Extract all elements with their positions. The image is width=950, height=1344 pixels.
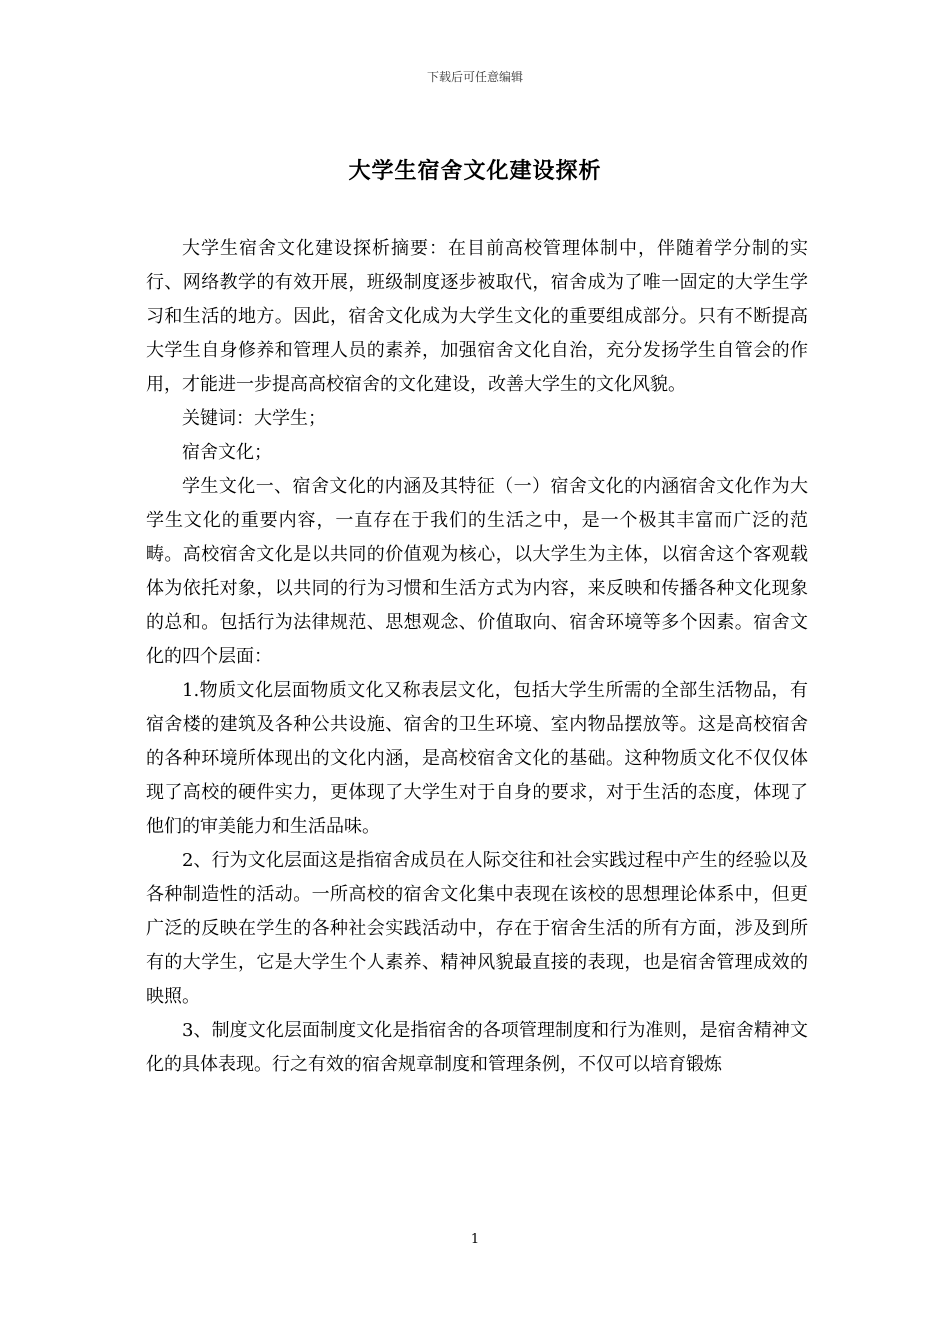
document-title: 大学生宿舍文化建设探析 <box>348 158 602 184</box>
keywords-line-2: 宿舍文化； <box>182 442 272 463</box>
section-intro-paragraph: 学生文化一、宿舍文化的内涵及其特征（一）宿舍文化的内涵宿舍文化作为大学生文化的重要内容，一直存在于我们的生活之中，是一个极其丰富而广泛的范畴。高校宿舍文化是以共同的价值观为核心，以大学生为主体，以宿舍这个客观载体为依托对象，以共同的行为习惯和生活方式为内容，来反映和传播各种文化现象的总和。包括行为法律规范、思想观念、价值取向、宿舍环境等多个因素。宿舍文化的四个层面： <box>146 476 808 667</box>
document-body <box>146 232 808 1082</box>
abstract-paragraph: 大学生宿舍文化建设探析摘要：在目前高校管理体制中，伴随着学分制的实行、网络教学的有效开展，班级制度逐步被取代，宿舍成为了唯一固定的大学生学习和生活的地方。因此，宿舍文化成为大学生文化的重要组成部分。只有不断提高大学生自身修养和管理人员的素养，加强宿舍文化自治，充分发扬学生自管会的作用，才能进一步提高高校宿舍的文化建设，改善大学生的文化风貌。 <box>146 238 808 395</box>
material-culture-paragraph: 1.物质文化层面物质文化又称表层文化，包括大学生所需的全部生活物品，有宿舍楼的建筑及各种公共设施、宿舍的卫生环境、室内物品摆放等。这是高校宿舍的各种环境所体现出的文化内涵，是高校宿舍文化的基础。这种物质文化不仅仅体现了高校的硬件实力，更体现了大学生对于自身的要求，对于生活的态度，体现了他们的审美能力和生活品味。 <box>146 680 808 837</box>
header-note: 下载后可任意编辑 <box>426 70 523 84</box>
page-number: 1 <box>470 1232 480 1247</box>
keywords-line: 关键词：大学生； <box>182 408 326 429</box>
behavior-culture-paragraph: 2、行为文化层面这是指宿舍成员在人际交往和社会实践过程中产生的经验以及各种制造性的活动。一所高校的宿舍文化集中表现在该校的思想理论体系中，但更广泛的反映在学生的各种社会实践活动中，存在于宿舍生活的所有方面，涉及到所有的大学生，它是大学生个人素养、精神风貌最直接的表现，也是宿舍管理成效的映照。 <box>146 850 808 1007</box>
institution-culture-paragraph: 3、制度文化层面制度文化是指宿舍的各项管理制度和行为准则，是宿舍精神文化的具体表现。行之有效的宿舍规章制度和管理条例，不仅可以培育锻炼 <box>146 1020 808 1075</box>
